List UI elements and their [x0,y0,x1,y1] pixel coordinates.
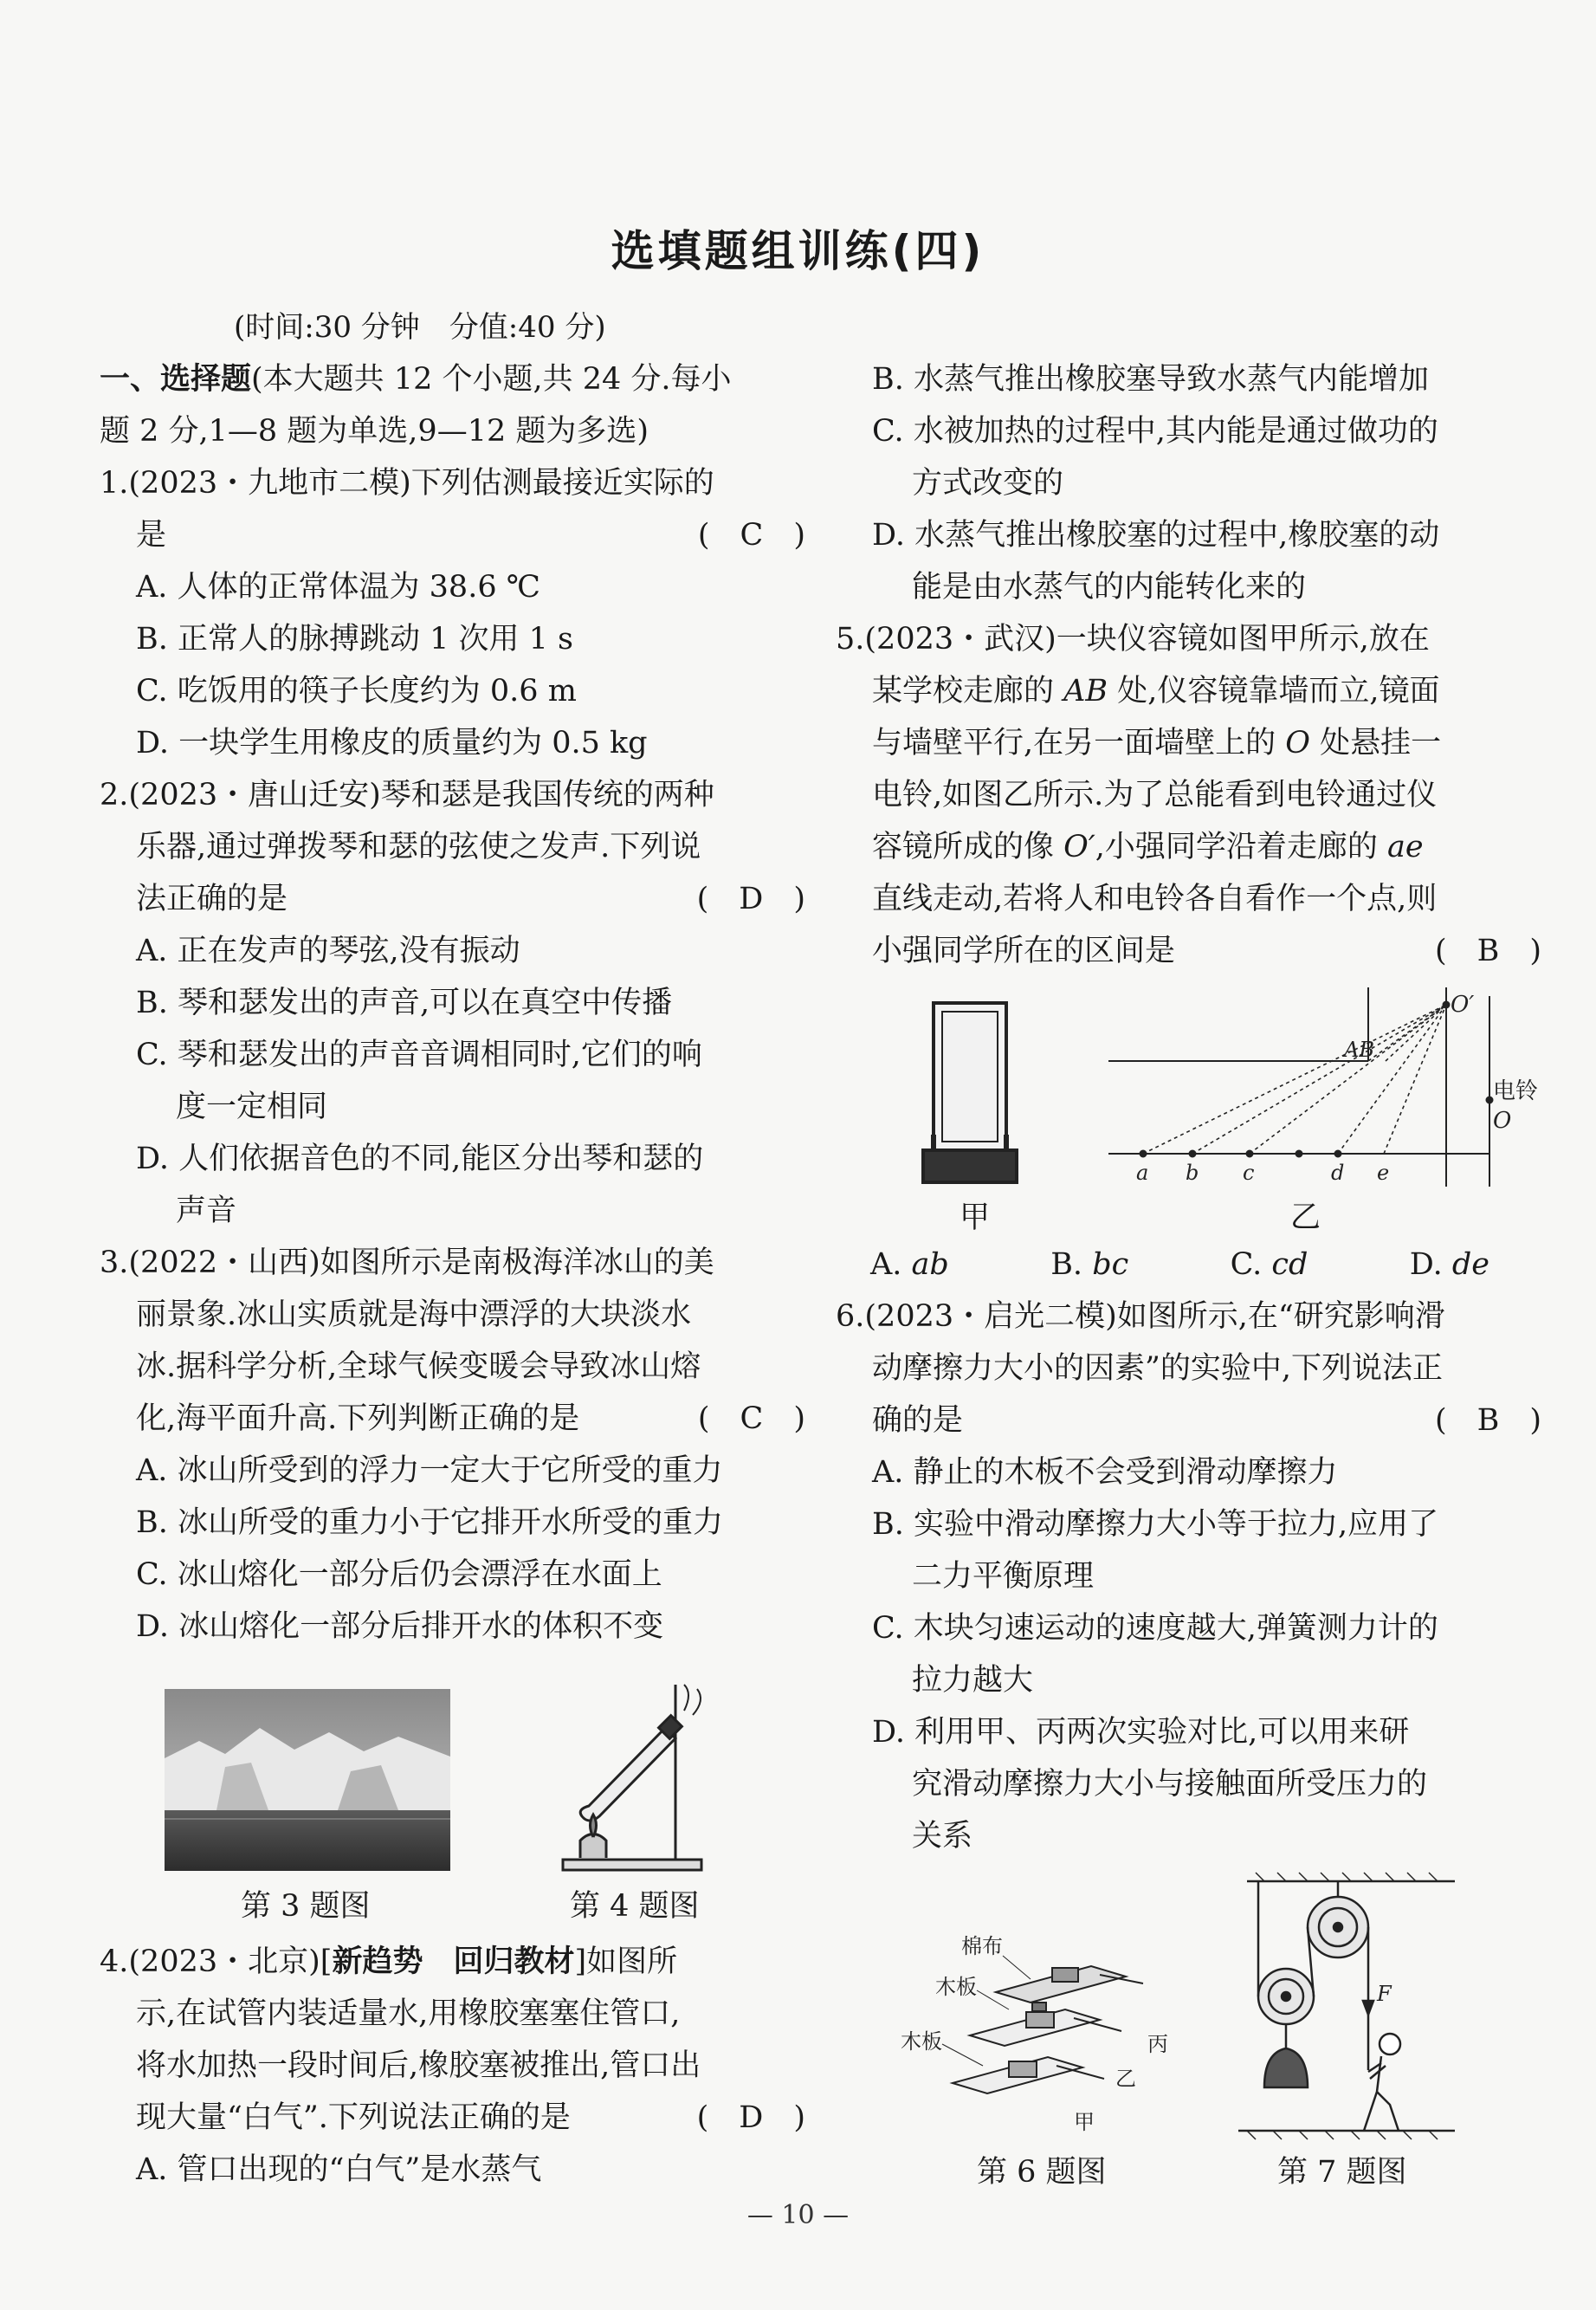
q2-answer: ( D ) [696,882,805,916]
test-tube-apparatus [554,1676,719,1875]
force-label: F [1377,1982,1392,2006]
fig3-caption: 第 3 题图 [241,1889,371,1924]
q2-option-b: B. 琴和瑟发出的声音,可以在真空中传播 [136,986,673,1020]
label-e: e [1377,1161,1390,1185]
q4-stem-2: 示,在试管内装适量水,用橡胶塞塞住管口, [136,1996,681,2031]
fig5-yi-caption: 乙 [1290,1200,1321,1235]
q3-option-c: C. 冰山熔化一部分后仍会漂浮在水面上 [136,1557,662,1592]
q2-option-a: A. 正在发声的琴弦,没有振动 [136,934,520,968]
q4-trend-tag: 新趋势 回归教材 [332,1944,575,1979]
label-o: O [1493,1108,1512,1134]
time-score-info: (时间:30 分钟 分值:40 分) [234,310,606,345]
q4-stem-1 [100,1936,805,1988]
iceberg-photo [165,1689,450,1871]
q5-option-a [870,1239,949,1291]
label-bing: 丙 [1147,2032,1168,2056]
q5-option-d-text: de [1451,1247,1489,1282]
question-6 [836,1291,1541,1862]
q1-option-a: A. 人体的正常体温为 38.6 ℃ [136,570,540,605]
q5-stem-3b: 处悬挂一 [1309,726,1442,760]
q3-answer: ( C ) [697,1401,805,1436]
q5-stem-5a: 容镜所成的像 [872,830,1064,864]
section-desc-1: (本大题共 12 个小题,共 24 分.每小 [251,362,732,397]
label-bell: 电铃 [1493,1078,1539,1104]
q5-option-a-text: ab [911,1247,949,1282]
q5-stem-5 [836,821,1541,873]
q2-stem-3 [100,873,805,925]
label-c: c [1243,1161,1255,1185]
q2-option-d-1: D. 人们依据音色的不同,能区分出琴和瑟的 [136,1142,704,1176]
mirror-figure [918,996,1022,1187]
question-1 [100,457,805,769]
q5-stem-3 [836,717,1541,769]
q5-stem-2b: 处,仪容镜靠墙而立,镜面 [1108,674,1440,709]
right-column [836,353,1541,977]
q6-option-c-1: C. 木块匀速运动的速度越大,弹簧测力计的 [872,1611,1438,1646]
friction-experiment-figure [901,1931,1186,2139]
q1-stem-2 [100,509,805,561]
q6-option-b-2: 二力平衡原理 [912,1559,1095,1594]
section-header [100,353,805,405]
q2-stem-3-text: 法正确的是 [136,882,288,916]
q5-stem-7-text: 小强同学所在的区间是 [872,934,1176,968]
fig4-caption: 第 4 题图 [570,1889,700,1924]
q1-answer: ( C ) [697,518,805,553]
q5-options [836,1239,1541,1862]
q4-option-d-1: D. 水蒸气推出橡胶塞的过程中,橡胶塞的动 [872,518,1440,553]
q1-stem-2-text: 是 [136,518,167,553]
q3-option-d: D. 冰山熔化一部分后排开水的体积不变 [136,1609,664,1644]
page-number: — 10 — [746,2200,850,2230]
q6-option-d-2: 究滑动摩擦力大小与接触面所受压力的 [912,1767,1428,1802]
q4-option-b: B. 水蒸气推出橡胶塞导致水蒸气内能增加 [872,362,1429,397]
label-a: a [1136,1161,1149,1185]
q6-stem-3 [836,1394,1541,1446]
q3-stem-2: 丽景象.冰山实质就是海中漂浮的大块淡水 [136,1297,692,1332]
q4-option-d-2: 能是由水蒸气的内能转化来的 [912,570,1307,605]
fig7-caption: 第 7 题图 [1277,2155,1407,2190]
q3-stem-1: 3.(2022・山西)如图所示是南极海洋冰山的美 [100,1246,714,1280]
q1-option-c: C. 吃饭用的筷子长度约为 0.6 m [136,674,577,709]
section-desc-2: 题 2 分,1—8 题为单选,9—12 题为多选) [100,414,649,449]
label-ab: AB [1344,1038,1374,1062]
mirror-ray-diagram [1108,987,1539,1187]
q2-option-d-2: 声音 [176,1194,237,1228]
question-3 [100,1237,805,1653]
q3-stem-4-text: 化,海平面升高.下列判断正确的是 [136,1401,580,1436]
q3-option-a: A. 冰山所受到的浮力一定大于它所受的重力 [136,1453,723,1488]
q5-option-d [1410,1239,1489,1291]
label-board-2: 木板 [901,2029,942,2054]
q4-stem-3: 将水加热一段时间后,橡胶塞被推出,管口出 [136,2048,701,2083]
q4-option-c-1: C. 水被加热的过程中,其内能是通过做功的 [872,414,1438,449]
q4-option-a: A. 管口出现的“白气”是水蒸气 [136,2152,542,2187]
fig5-jia-caption: 甲 [960,1200,991,1235]
left-column [100,353,805,1653]
label-o-prime: O′ [1451,992,1475,1018]
q3-stem-4 [100,1393,805,1445]
q2-option-c-2: 度一定相同 [176,1090,328,1124]
question-4 [100,1936,805,2196]
q4-answer: ( D ) [696,2100,805,2135]
pulley-figure [1238,1871,1464,2139]
q4-stem-1a: 4.(2023・北京)[ [100,1944,333,1979]
q5-o-label: O [1285,726,1310,760]
q6-stem-3-text: 确的是 [872,1403,964,1438]
q6-stem-1: 6.(2023・启光二模)如图所示,在“研究影响滑 [836,1299,1445,1334]
q5-stem-3a: 与墙壁平行,在另一面墙壁上的 [872,726,1286,760]
q4-stem-1b: ]如图所 [574,1944,678,1979]
question-2 [100,769,805,1237]
q2-stem-1: 2.(2023・唐山迁安)琴和瑟是我国传统的两种 [100,778,714,812]
q5-oprime-label: O′ [1063,830,1095,864]
q4-option-c-2: 方式改变的 [912,466,1064,501]
q5-stem-2a: 某学校走廊的 [872,674,1064,709]
q5-option-d-prefix: D. [1409,1247,1452,1282]
q5-stem-4: 电铃,如图乙所示.为了总能看到电铃通过仪 [872,778,1438,812]
q5-option-a-prefix: A. [870,1247,912,1282]
label-cotton: 棉布 [961,1934,1003,1958]
q5-option-b-prefix: B. [1050,1247,1093,1282]
fig6-caption: 第 6 题图 [977,2155,1107,2190]
q1-option-b: B. 正常人的脉搏跳动 1 次用 1 s [136,622,573,657]
q5-ae-label: ae [1387,830,1424,864]
q4-stem-4 [100,2092,805,2144]
label-b: b [1186,1161,1199,1185]
q5-stem-1: 5.(2023・武汉)一块仪容镜如图甲所示,放在 [836,622,1430,657]
label-yi: 乙 [1115,2067,1136,2091]
q5-option-c [1231,1239,1308,1291]
q4-stem-4-text: 现大量“白气”.下列说法正确的是 [136,2100,571,2135]
label-board-1: 木板 [935,1975,977,1999]
q5-stem-6: 直线走动,若将人和电铃各自看作一个点,则 [872,882,1438,916]
q5-stem-5b: ,小强同学沿着走廊的 [1095,830,1388,864]
label-d: d [1331,1161,1345,1185]
q3-stem-3: 冰.据科学分析,全球气候变暖会导致冰山熔 [136,1349,701,1384]
q5-stem-7 [836,925,1541,977]
q6-option-a: A. 静止的木板不会受到滑动摩擦力 [872,1455,1338,1490]
q5-stem-2 [836,665,1541,717]
q5-option-c-text: cd [1271,1247,1308,1282]
q6-option-d-1: D. 利用甲、丙两次实验对比,可以用来研 [872,1715,1410,1750]
q2-option-c-1: C. 琴和瑟发出的声音音调相同时,它们的响 [136,1038,702,1072]
q5-option-b-text: bc [1092,1247,1129,1282]
q6-stem-2: 动摩擦力大小的因素”的实验中,下列说法正 [872,1351,1444,1386]
q5-ab-label: AB [1063,674,1108,709]
section-title: 一、选择题 [100,362,252,397]
label-jia: 甲 [1074,2110,1095,2134]
q1-stem-1: 1.(2023・九地市二模)下列估测最接近实际的 [100,466,714,501]
q6-option-d-3: 关系 [912,1819,973,1854]
q6-answer: ( B ) [1434,1403,1541,1438]
page-title: 选填题组训练(四) [611,226,985,276]
q5-answer: ( B ) [1434,934,1541,968]
question-5 [836,613,1541,977]
q3-option-b: B. 冰山所受的重力小于它排开水所受的重力 [136,1505,723,1540]
q5-option-b [1050,1239,1128,1291]
q5-option-c-prefix: C. [1230,1247,1272,1282]
q1-option-d: D. 一块学生用橡皮的质量约为 0.5 kg [136,726,648,760]
q2-stem-2: 乐器,通过弹拨琴和瑟的弦使之发声.下列说 [136,830,701,864]
q6-option-b-1: B. 实验中滑动摩擦力大小等于拉力,应用了 [872,1507,1439,1542]
q6-option-c-2: 拉力越大 [912,1663,1034,1698]
